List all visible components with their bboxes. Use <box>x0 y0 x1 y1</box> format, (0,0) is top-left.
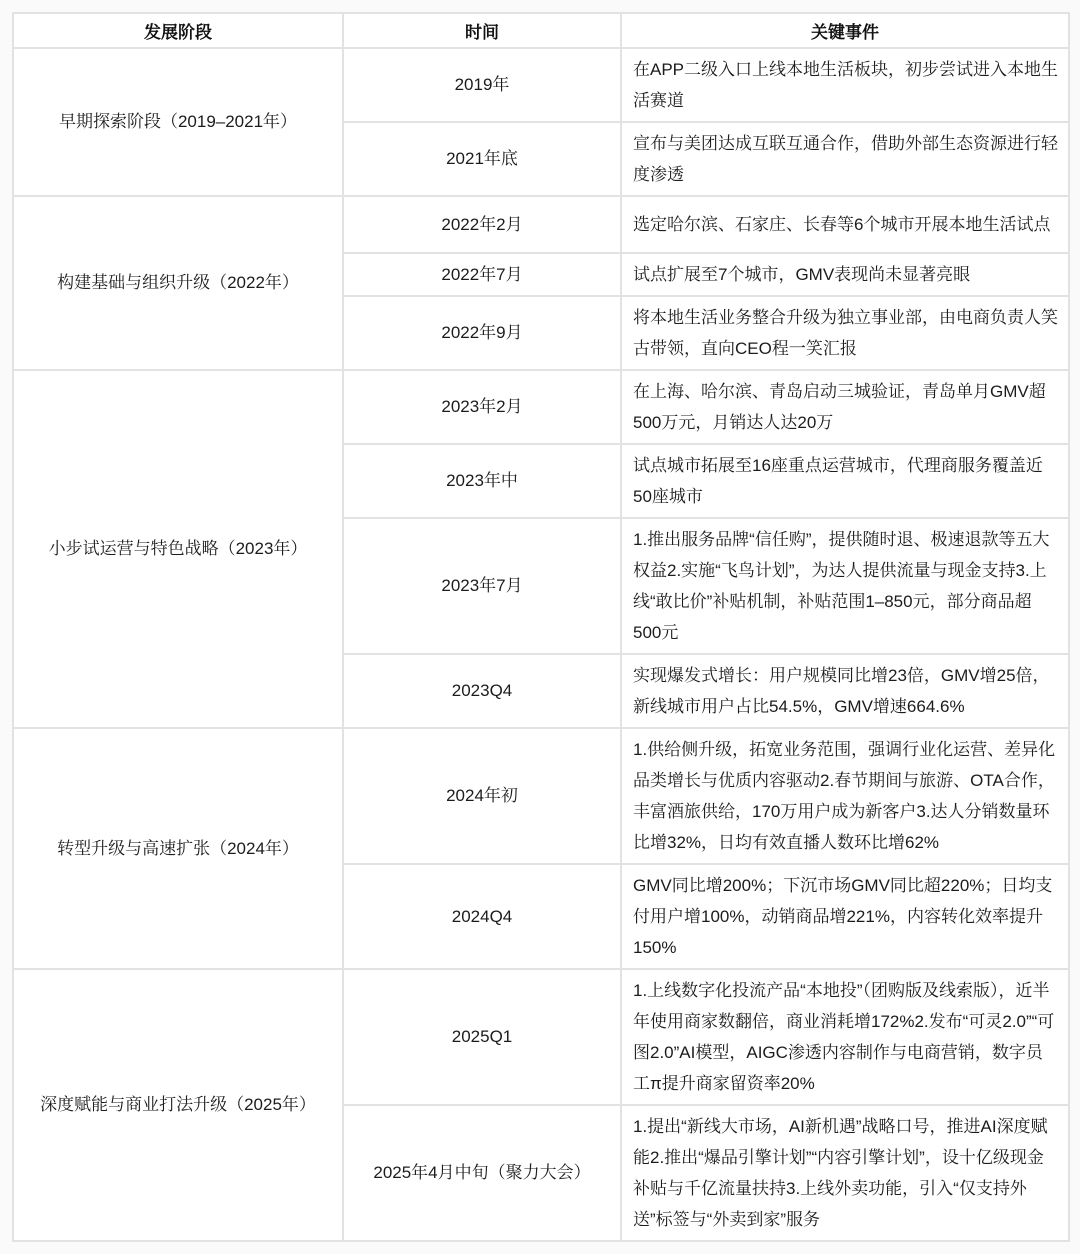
event-cell: 在上海、哈尔滨、青岛启动三城验证，青岛单月GMV超500万元，月销达人达20万 <box>621 370 1069 444</box>
table-header <box>13 13 1069 48</box>
header-event: 关键事件 <box>621 13 1069 48</box>
event-cell: 试点城市拓展至16座重点运营城市，代理商服务覆盖近50座城市 <box>621 444 1069 518</box>
time-cell: 2024年初 <box>343 728 621 864</box>
event-cell: 1.供给侧升级，拓宽业务范围，强调行业化运营、差异化品类增长与优质内容驱动2.春节期间与旅游、OTA合作，丰富酒旅供给，170万用户成为新客户3.达人分销数量环比增32%，日均有效直播人数环比增62% <box>621 728 1069 864</box>
table-body <box>13 48 1069 1241</box>
event-cell: 选定哈尔滨、石家庄、长春等6个城市开展本地生活试点 <box>621 196 1069 253</box>
time-cell: 2025年4月中旬（聚力大会） <box>343 1105 621 1241</box>
stage-cell-foundation-upgrade: 构建基础与组织升级（2022年） <box>13 196 343 370</box>
time-cell: 2023年中 <box>343 444 621 518</box>
time-cell: 2021年底 <box>343 122 621 196</box>
time-cell: 2022年9月 <box>343 296 621 370</box>
time-cell: 2019年 <box>343 48 621 122</box>
header-time: 时间 <box>343 13 621 48</box>
stage-cell-transformation-expansion: 转型升级与高速扩张（2024年） <box>13 728 343 969</box>
table-row <box>13 48 1069 122</box>
header-row <box>13 13 1069 48</box>
time-cell: 2022年7月 <box>343 253 621 296</box>
header-stage: 发展阶段 <box>13 13 343 48</box>
development-timeline-table <box>12 12 1070 1242</box>
table-row <box>13 969 1069 1105</box>
table-row <box>13 370 1069 444</box>
time-cell: 2025Q1 <box>343 969 621 1105</box>
time-cell: 2023年2月 <box>343 370 621 444</box>
event-cell: 1.提出“新线大市场，AI新机遇”战略口号，推进AI深度赋能2.推出“爆品引擎计划”“内容引擎计划”，设十亿级现金补贴与千亿流量扶持3.上线外卖功能，引入“仅支持外送”标签与“外卖到家”服务 <box>621 1105 1069 1241</box>
event-cell: 将本地生活业务整合升级为独立事业部，由电商负责人笑古带领，直向CEO程一笑汇报 <box>621 296 1069 370</box>
event-cell: 1.上线数字化投流产品“本地投”（团购版及线索版），近半年使用商家数翻倍，商业消耗增172%2.发布“可灵2.0”“可图2.0”AI模型，AIGC渗透内容制作与电商营销，数字员工π提升商家留资率20% <box>621 969 1069 1105</box>
stage-cell-deep-empowerment: 深度赋能与商业打法升级（2025年） <box>13 969 343 1241</box>
stage-cell-early-exploration: 早期探索阶段（2019–2021年） <box>13 48 343 196</box>
time-cell: 2023Q4 <box>343 654 621 728</box>
time-cell: 2024Q4 <box>343 864 621 969</box>
event-cell: 试点扩展至7个城市，GMV表现尚未显著亮眼 <box>621 253 1069 296</box>
event-cell: 宣布与美团达成互联互通合作，借助外部生态资源进行轻度渗透 <box>621 122 1069 196</box>
event-cell: 实现爆发式增长：用户规模同比增23倍，GMV增25倍，新线城市用户占比54.5%，GMV增速664.6% <box>621 654 1069 728</box>
event-cell: 1.推出服务品牌“信任购”，提供随时退、极速退款等五大权益2.实施“飞鸟计划”，为达人提供流量与现金支持3.上线“敢比价”补贴机制，补贴范围1–850元，部分商品超500元 <box>621 518 1069 654</box>
event-cell: 在APP二级入口上线本地生活板块，初步尝试进入本地生活赛道 <box>621 48 1069 122</box>
table-row <box>13 196 1069 253</box>
table-row <box>13 728 1069 864</box>
time-cell: 2022年2月 <box>343 196 621 253</box>
time-cell: 2023年7月 <box>343 518 621 654</box>
stage-cell-pilot-strategy: 小步试运营与特色战略（2023年） <box>13 370 343 728</box>
event-cell: GMV同比增200%；下沉市场GMV同比超220%；日均支付用户增100%，动销商品增221%，内容转化效率提升150% <box>621 864 1069 969</box>
